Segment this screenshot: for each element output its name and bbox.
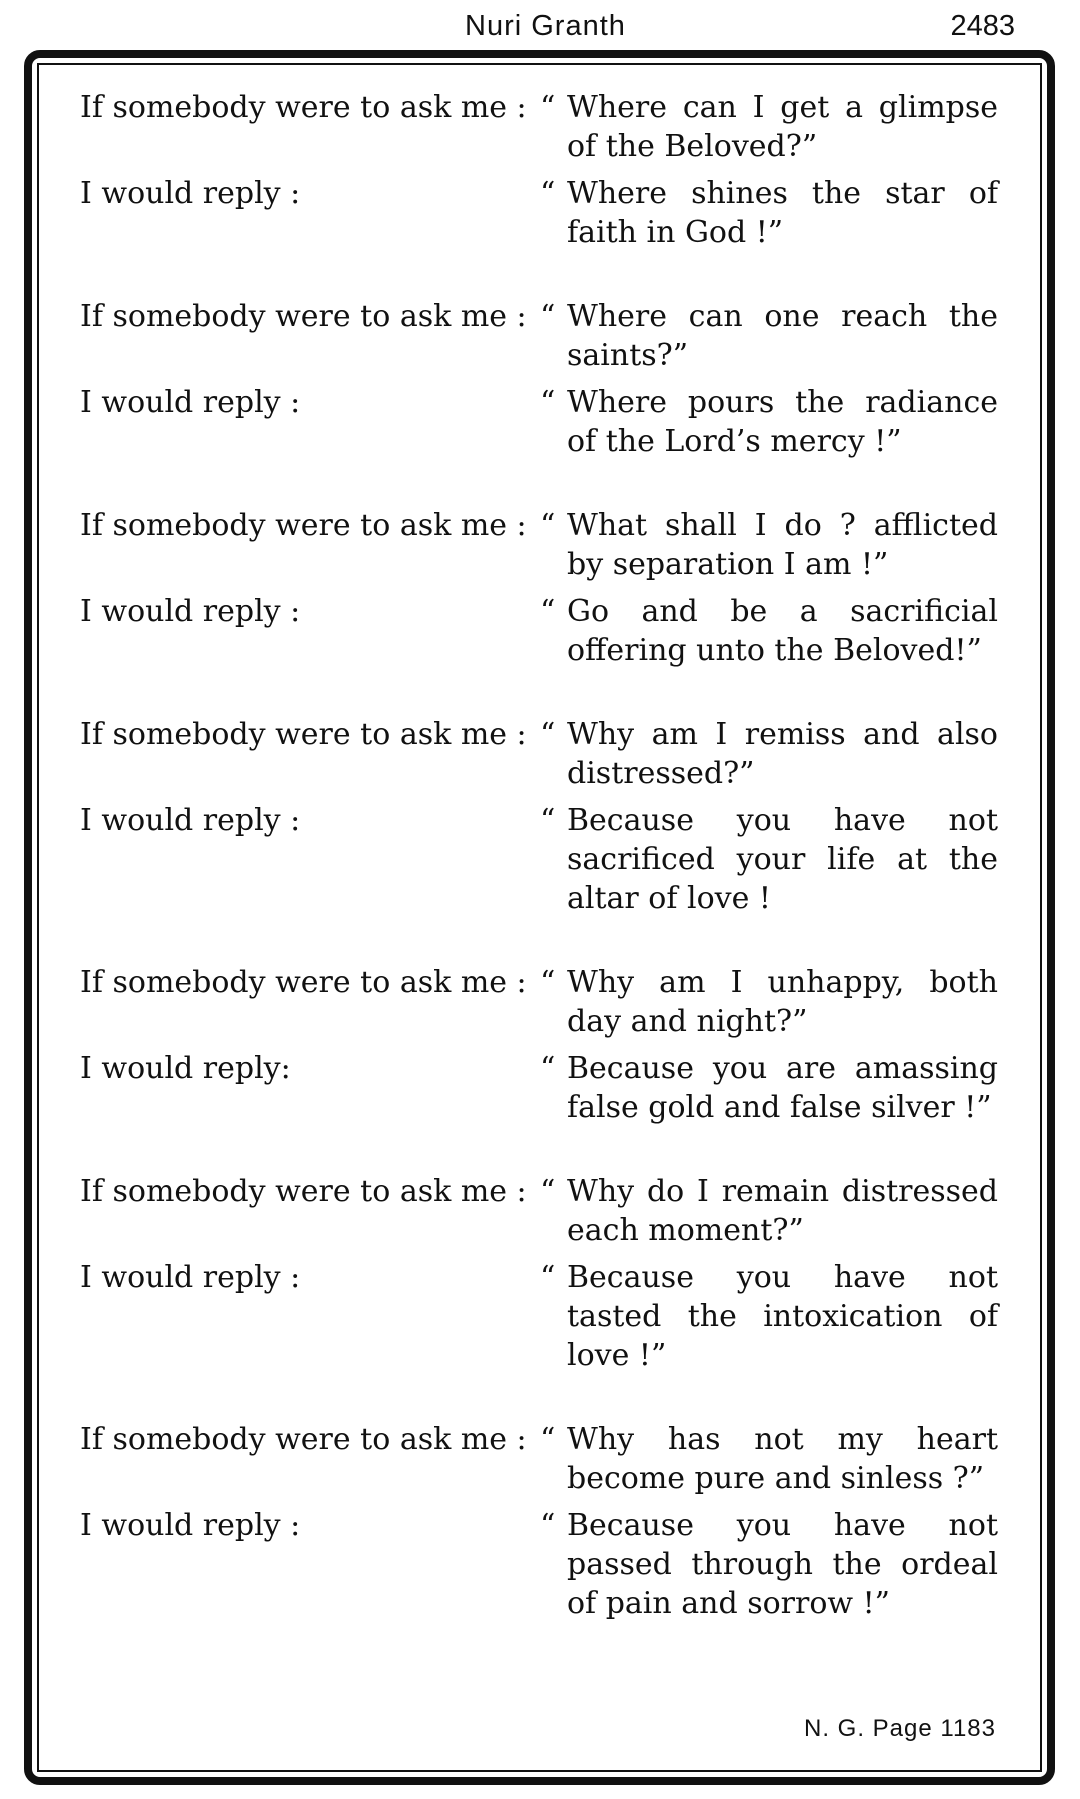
answer-text: [540, 1049, 998, 1127]
stanza: [80, 1172, 998, 1375]
ask-label: If somebody were to ask me :: [80, 90, 527, 125]
reply-label: I would reply :: [80, 1260, 301, 1295]
question-body: Where can one reach the saints?”: [567, 299, 998, 373]
question-row: [80, 963, 998, 1041]
answer-body: Where shines the star of faith in God !”: [567, 176, 998, 250]
reply-label: I would reply :: [80, 176, 301, 211]
stanza: [80, 297, 998, 461]
ask-label: If somebody were to ask me :: [80, 1174, 527, 1209]
answer-body: Because you have not tasted the intoxication of love !”: [567, 1260, 998, 1373]
reply-row: [80, 1506, 998, 1623]
opening-quote-mark: “: [540, 1174, 556, 1209]
ask-label: If somebody were to ask me :: [80, 717, 527, 752]
question-text: [540, 963, 998, 1041]
question-body: Why am I unhappy, both day and night?”: [567, 965, 998, 1039]
reply-row: [80, 1258, 998, 1375]
page-number: 2483: [950, 10, 1015, 42]
opening-quote-mark: “: [540, 965, 556, 1000]
question-row: [80, 1420, 998, 1498]
opening-quote-mark: “: [540, 1422, 556, 1457]
answer-body: Because you have not sacrificed your life at the altar of love !: [567, 803, 998, 916]
stanza: [80, 88, 998, 252]
answer-text: [540, 174, 998, 252]
reply-label: I would reply :: [80, 803, 301, 838]
question-text: [540, 506, 998, 584]
opening-quote-mark: “: [540, 803, 556, 838]
question-row: [80, 88, 998, 166]
answer-text: [540, 592, 998, 670]
ask-label: If somebody were to ask me :: [80, 1422, 527, 1457]
ask-label: If somebody were to ask me :: [80, 299, 527, 334]
answer-text: [540, 801, 998, 918]
opening-quote-mark: “: [540, 508, 556, 543]
answer-body: Go and be a sacrificial offering unto the Beloved!”: [567, 594, 998, 668]
reply-label: I would reply:: [80, 1051, 291, 1086]
reply-label: I would reply :: [80, 594, 301, 629]
opening-quote-mark: “: [540, 717, 556, 752]
answer-body: Because you are amassing false gold and false silver !”: [567, 1051, 998, 1125]
opening-quote-mark: “: [540, 1508, 556, 1543]
stanza: [80, 506, 998, 670]
answer-text: [540, 383, 998, 461]
reply-row: [80, 383, 998, 461]
reply-label: I would reply :: [80, 1508, 301, 1543]
page-reference: N. G. Page 1183: [804, 1715, 996, 1742]
question-row: [80, 1172, 998, 1250]
opening-quote-mark: “: [540, 90, 556, 125]
answer-body: Where pours the radiance of the Lord’s mercy !”: [567, 385, 998, 459]
running-header: [0, 8, 1080, 48]
opening-quote-mark: “: [540, 385, 556, 420]
question-text: [540, 1172, 998, 1250]
question-body: Why do I remain distressed each moment?”: [567, 1174, 998, 1248]
answer-text: [540, 1506, 998, 1623]
opening-quote-mark: “: [540, 1260, 556, 1295]
question-row: [80, 715, 998, 793]
opening-quote-mark: “: [540, 299, 556, 334]
reply-row: [80, 592, 998, 670]
ask-label: If somebody were to ask me :: [80, 508, 527, 543]
opening-quote-mark: “: [540, 594, 556, 629]
question-text: [540, 1420, 998, 1498]
question-text: [540, 88, 998, 166]
reply-label: I would reply :: [80, 385, 301, 420]
question-body: What shall I do ? afflicted by separation I am !”: [567, 508, 998, 582]
ask-label: If somebody were to ask me :: [80, 965, 527, 1000]
book-title: Nuri Granth: [465, 10, 626, 42]
question-body: Where can I get a glimpse of the Beloved?”: [567, 90, 998, 164]
opening-quote-mark: “: [540, 1051, 556, 1086]
answer-text: [540, 1258, 998, 1375]
stanza: [80, 1420, 998, 1623]
question-text: [540, 715, 998, 793]
stanza: [80, 963, 998, 1127]
question-body: Why am I remiss and also distressed?”: [567, 717, 998, 791]
dialogue-text: [80, 88, 998, 1668]
question-body: Why has not my heart become pure and sinless ?”: [567, 1422, 998, 1496]
opening-quote-mark: “: [540, 176, 556, 211]
question-row: [80, 297, 998, 375]
reply-row: [80, 174, 998, 252]
stanza: [80, 715, 998, 918]
reply-row: [80, 801, 998, 918]
answer-body: Because you have not passed through the ordeal of pain and sorrow !”: [567, 1508, 998, 1621]
question-text: [540, 297, 998, 375]
reply-row: [80, 1049, 998, 1127]
question-row: [80, 506, 998, 584]
